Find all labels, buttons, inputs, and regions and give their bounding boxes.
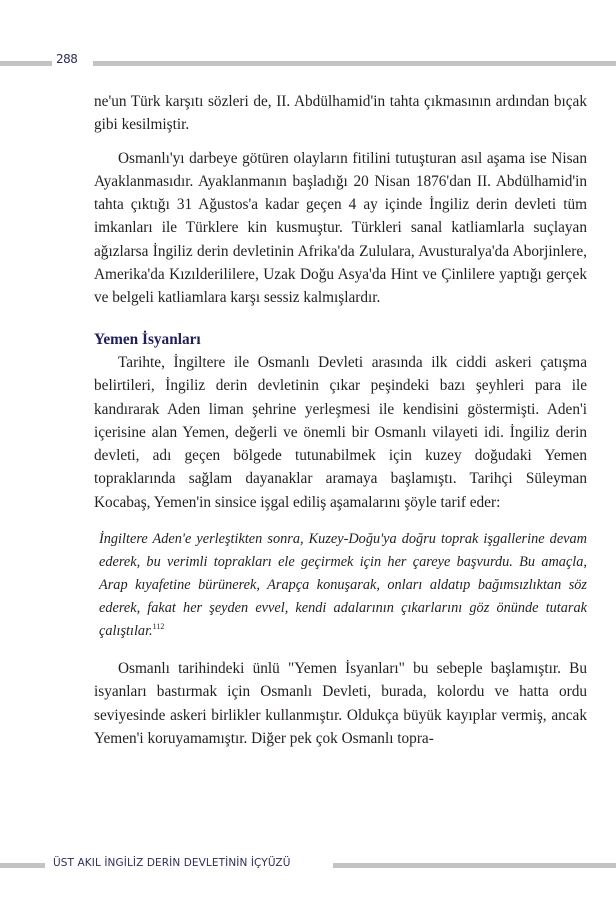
block-quote xyxy=(94,528,587,643)
header-rule-right xyxy=(93,61,616,66)
paragraph: Osmanlı tarihindeki ünlü "Yemen İsyanları" bu sebeple başlamıştır. Bu isyanları bastırmak için Osmanlı Devleti, burada, kolordu ve hatta ordu seviyesinde askeri birlikler kullanmıştır. Oldukça büyük kayıplar vermiş, ancak Yemen'i koruyamamıştır. Diğer pek çok Osmanlı topra- xyxy=(94,660,587,747)
section-heading: Yemen İsyanları xyxy=(94,330,201,348)
paragraph-continuation: ne'un Türk karşıtı sözleri de, II. Abdülhamid'in tahta çıkmasının ardından bıçak gibi kesilmiştir. xyxy=(94,93,587,134)
header-rule-left xyxy=(0,61,52,66)
paragraph: Tarihte, İngiltere ile Osmanlı Devleti arasında ilk ciddi askeri çatışma belirtileri, İngiliz derin devletinin çıkar peşindeki bazı şeyhleri para ile kandırarak Aden liman şehrine yerleşmesi ile kendisini göstermişti. Aden'i içerisine alan Yemen, değerli ve önemli bir Osmanlı vilayeti idi. İngiliz derin devleti, adı geçen bölgede tutunabilmek için kuzey doğudaki Yemen topraklarında sağlam dayanaklar aramaya başlamıştı. Tarihçi Süleyman Kocabaş, Yemen'in sinsice işgal ediliş aşamalarını şöyle tarif eder: xyxy=(94,353,587,511)
page-body xyxy=(94,90,587,750)
paragraph: Osmanlı'yı darbeye götüren olayların fitilini tutuşturan asıl aşama ise Nisan Ayaklanmasıdır. Ayaklanmanın başladığı 20 Nisan 1876'dan II. Abdülhamid'in tahta çıktığı 31 Ağustos'a kadar geçen 4 ay içinde İngiliz derin devleti tüm imkanları ile Türklere kin kusmuştur. Türkleri sanal katliamlarla suçlayan ağızlarsa İngiliz derin devletinin Afrika'da Zululara, Avusturalya'da Aborjinlere, Amerika'da Kızılderililere, Uzak Doğu Asya'da Hint ve Çinlilere yaptığı gerçek ve belgeli katliamlara karşı sessiz kalmışlardır. xyxy=(94,149,587,307)
page-header xyxy=(0,52,616,71)
footer-rule-left xyxy=(0,863,45,868)
footer-rule-right xyxy=(333,863,616,868)
footnote-reference: 112 xyxy=(152,622,165,632)
running-title: ÜST AKIL İNGİLİZ DERİN DEVLETİNİN İÇYÜZÜ xyxy=(53,857,291,869)
page-number: 288 xyxy=(56,52,78,66)
page-footer xyxy=(0,858,616,874)
quote-text: İngiltere Aden'e yerleştikten sonra, Kuzey-Doğu'ya doğru toprak işgallerine devam ederek, bu verimli toprakları ele geçirmek için her çareye başvurdu. Bu amaçla, Arap kıyafetine bürünerek, Arapça konuşarak, onları aldatıp bağımsızlıktan söz ederek, fakat her şeyden evvel, kendi adalarının çıkarlarını göz önünde tutarak çalıştılar. xyxy=(99,531,587,640)
